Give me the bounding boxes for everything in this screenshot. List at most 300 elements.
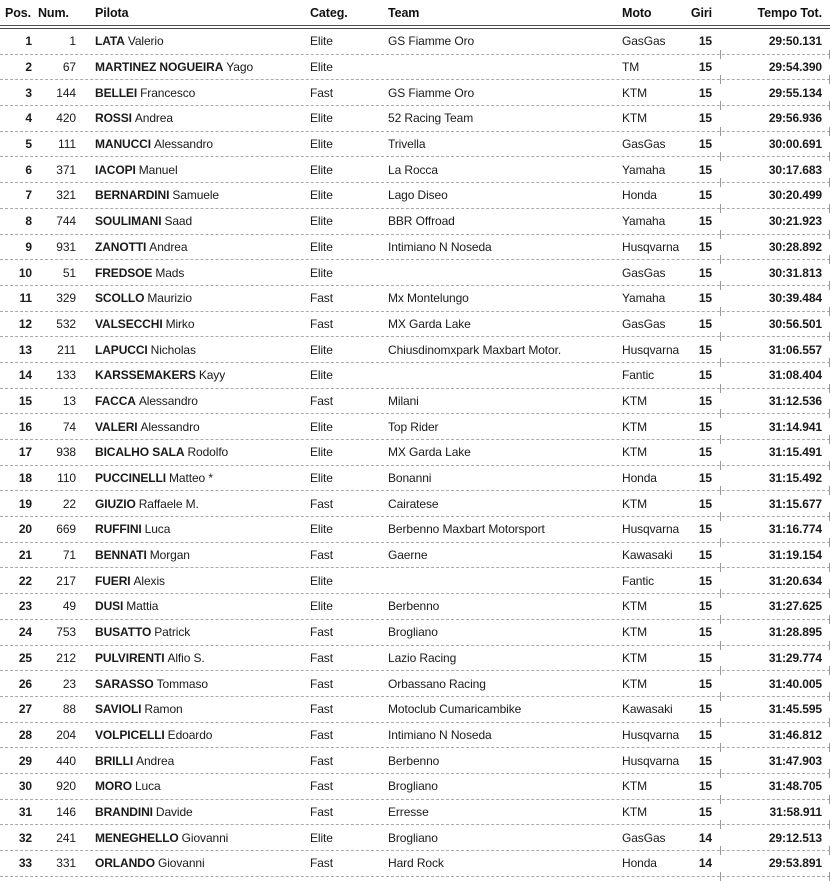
cell-giri: 15 (698, 804, 712, 819)
cell-team: Intimiano N Noseda (388, 727, 492, 742)
cell-giri: 15 (698, 291, 712, 306)
cell-team: Gaerne (388, 548, 428, 563)
cell-moto: KTM (622, 111, 648, 126)
cell-tempo: 30:21.923 (768, 214, 822, 229)
cell-categ: Elite (310, 239, 333, 254)
cell-num: 211 (57, 342, 76, 357)
cell-pos: 21 (18, 548, 32, 563)
cell-pilota (80, 240, 310, 254)
cell-tempo: 31:58.911 (769, 804, 822, 819)
cell-giri: 15 (698, 239, 712, 254)
cell-num: 71 (62, 548, 76, 563)
cell-categ: Fast (310, 727, 333, 742)
cell-pilota (80, 368, 310, 382)
rider-firstname: Andrea (149, 239, 188, 254)
cell-categ: Fast (310, 650, 333, 665)
cell-categ: Elite (310, 368, 333, 383)
cell-giri: 15 (698, 496, 712, 511)
cell-pos: 5 (25, 137, 32, 152)
cell-pilota (80, 497, 310, 511)
cell-categ: Fast (310, 676, 333, 691)
cell-giri: 15 (698, 316, 712, 331)
rider-firstname: Giovanni (181, 830, 229, 845)
cell-num: 22 (62, 496, 76, 511)
cell-categ: Fast (310, 393, 333, 408)
cell-pos: 26 (18, 676, 32, 691)
cell-pos: 9 (25, 239, 32, 254)
cell-num: 51 (62, 265, 76, 280)
rider-firstname: Edoardo (167, 727, 213, 742)
table-row (0, 825, 830, 851)
rider-surname: LATA (95, 34, 125, 49)
rider-firstname: Alfio S. (167, 650, 205, 665)
cell-tempo: 31:15.492 (768, 471, 822, 486)
cell-team: Hard Rock (388, 856, 444, 871)
cell-tempo: 29:54.390 (768, 60, 822, 75)
cell-moto: GasGas (622, 137, 666, 152)
cell-moto: Yamaha (622, 291, 666, 306)
cell-pilota (80, 420, 310, 434)
cell-giri: 14 (698, 856, 712, 871)
cell-moto: TM (622, 60, 640, 75)
header-tempo: Tempo Tot. (757, 5, 822, 20)
cell-categ: Elite (310, 265, 333, 280)
cell-num: 331 (56, 856, 76, 871)
rider-firstname: Kayy (198, 368, 226, 383)
rider-surname: MARTINEZ NOGUEIRA (95, 60, 224, 75)
cell-pos: 11 (19, 291, 32, 306)
cell-tempo: 31:20.634 (768, 573, 822, 588)
cell-pilota (80, 317, 310, 331)
cell-pilota (80, 651, 310, 665)
cell-pilota (80, 599, 310, 613)
table-row (0, 183, 830, 209)
cell-num: 329 (56, 291, 76, 306)
rider-surname: DUSI (95, 599, 124, 614)
rider-surname: MENEGHELLO (95, 830, 179, 845)
cell-tempo: 31:40.005 (768, 676, 822, 691)
cell-giri: 15 (698, 188, 712, 203)
header-team: Team (388, 5, 420, 20)
cell-giri: 15 (698, 34, 712, 49)
table-row (0, 568, 830, 594)
cell-pos: 6 (25, 162, 32, 177)
cell-pilota (80, 574, 310, 588)
rider-surname: BENNATI (95, 548, 147, 563)
cell-giri: 15 (698, 445, 712, 460)
cell-team: 52 Racing Team (388, 111, 474, 126)
cell-team: Top Rider (388, 419, 439, 434)
cell-giri: 15 (698, 137, 712, 152)
rider-firstname: Manuel (138, 162, 178, 177)
cell-team: Orbassano Racing (388, 676, 486, 691)
cell-pos: 1 (25, 34, 32, 49)
table-row (0, 620, 830, 646)
rider-firstname: Alessandro (153, 137, 214, 152)
cell-tempo: 30:39.484 (768, 291, 822, 306)
rider-surname: FUERI (95, 573, 131, 588)
cell-tempo: 31:45.595 (768, 702, 822, 717)
cell-num: 67 (62, 60, 76, 75)
table-row (0, 517, 830, 543)
cell-tempo: 30:00.691 (768, 137, 822, 152)
cell-team: Erresse (388, 804, 429, 819)
cell-num: 241 (56, 830, 76, 845)
cell-num: 532 (56, 316, 76, 331)
cell-tempo: 31:06.557 (768, 342, 822, 357)
rider-firstname: Francesco (140, 85, 196, 100)
table-row (0, 235, 830, 261)
cell-pos: 28 (18, 727, 32, 742)
cell-tempo: 31:28.895 (768, 625, 822, 640)
table-row (0, 106, 830, 132)
cell-giri: 15 (698, 214, 712, 229)
table-row (0, 543, 830, 569)
cell-moto: KTM (622, 804, 648, 819)
table-row (0, 697, 830, 723)
cell-num: 110 (57, 471, 76, 486)
rider-surname: BUSATTO (95, 625, 152, 640)
cell-team: GS Fiamme Oro (388, 85, 475, 100)
table-row (0, 594, 830, 620)
cell-moto: KTM (622, 85, 648, 100)
cell-pilota (80, 394, 310, 408)
table-row (0, 723, 830, 749)
cell-num: 669 (56, 522, 76, 537)
cell-moto: Husqvarna (622, 753, 680, 768)
cell-giri: 15 (698, 522, 712, 537)
table-row (0, 157, 830, 183)
cell-tempo: 29:50.131 (768, 34, 822, 49)
rider-surname: PULVIRENTI (95, 650, 165, 665)
cell-pilota (80, 754, 310, 768)
cell-moto: Husqvarna (622, 239, 680, 254)
cell-pos: 8 (25, 214, 32, 229)
rider-firstname: Samuele (172, 188, 220, 203)
cell-num: 217 (56, 573, 76, 588)
cell-tempo: 31:14.941 (768, 419, 822, 434)
cell-moto: Honda (622, 856, 657, 871)
cell-pos: 32 (18, 830, 32, 845)
cell-categ: Fast (310, 85, 333, 100)
cell-num: 440 (56, 753, 76, 768)
cell-categ: Fast (310, 779, 333, 794)
cell-team: Berbenno (388, 599, 440, 614)
cell-moto: KTM (622, 599, 648, 614)
cell-team: Mx Montelungo (388, 291, 469, 306)
cell-categ: Elite (310, 137, 333, 152)
cell-team: Motoclub Cumaricambike (388, 702, 522, 717)
cell-moto: Husqvarna (622, 727, 680, 742)
cell-pos: 15 (18, 393, 32, 408)
table-row (0, 800, 830, 826)
cell-pos: 7 (25, 188, 32, 203)
cell-pos: 31 (18, 804, 32, 819)
cell-pos: 20 (18, 522, 32, 537)
cell-num: 753 (56, 625, 76, 640)
cell-tempo: 30:17.683 (768, 162, 822, 177)
cell-giri: 15 (698, 85, 712, 100)
rider-surname: ZANOTTI (95, 239, 147, 254)
cell-moto: KTM (622, 650, 648, 665)
cell-tempo: 31:12.536 (768, 393, 822, 408)
cell-categ: Fast (310, 291, 333, 306)
cell-tempo: 31:16.774 (768, 522, 822, 537)
cell-tempo: 30:20.499 (768, 188, 822, 203)
cell-moto: Kawasaki (622, 548, 673, 563)
cell-team: Lago Diseo (388, 188, 448, 203)
rider-firstname: Saad (164, 214, 193, 229)
cell-giri: 15 (698, 676, 712, 691)
cell-categ: Fast (310, 856, 333, 871)
table-row (0, 440, 830, 466)
cell-pos: 19 (18, 496, 32, 511)
table-row (0, 337, 830, 363)
cell-pos: 29 (18, 753, 32, 768)
cell-pos: 17 (18, 445, 32, 460)
table-row (0, 260, 830, 286)
cell-pos: 13 (18, 342, 32, 357)
rider-surname: BELLEI (95, 85, 138, 100)
rider-firstname: Andrea (134, 111, 173, 126)
cell-num: 74 (62, 419, 76, 434)
cell-moto: Husqvarna (622, 342, 680, 357)
table-row (0, 491, 830, 517)
cell-num: 133 (56, 368, 76, 383)
cell-moto: Yamaha (622, 214, 666, 229)
cell-pilota (80, 702, 310, 716)
rider-surname: ORLANDO (95, 856, 155, 871)
cell-moto: KTM (622, 676, 648, 691)
cell-num: 146 (56, 804, 76, 819)
cell-tempo: 31:29.774 (768, 650, 822, 665)
table-row (0, 132, 830, 158)
rider-surname: SAVIOLI (95, 702, 142, 717)
cell-tempo: 31:19.154 (768, 548, 822, 563)
cell-pos: 10 (18, 265, 32, 280)
cell-pilota (80, 137, 310, 151)
cell-categ: Fast (310, 804, 333, 819)
cell-num: 204 (56, 727, 76, 742)
rider-firstname: Alessandro (140, 419, 200, 434)
cell-giri: 15 (698, 60, 712, 75)
cell-pos: 3 (25, 85, 32, 100)
header-giri: Giri (690, 5, 712, 20)
cell-team: GS Fiamme Oro (388, 34, 475, 49)
rider-surname: BRANDINI (95, 804, 153, 819)
table-row (0, 80, 830, 106)
table-row (0, 646, 830, 672)
table-row (0, 286, 830, 312)
cell-pilota (80, 779, 310, 793)
cell-pilota (80, 111, 310, 125)
cell-num: 1 (69, 34, 76, 49)
cell-categ: Fast (310, 496, 333, 511)
cell-giri: 15 (698, 573, 712, 588)
cell-giri: 15 (698, 779, 712, 794)
cell-num: 938 (56, 445, 76, 460)
cell-giri: 15 (698, 599, 712, 614)
cell-categ: Elite (310, 471, 333, 486)
cell-categ: Elite (310, 188, 333, 203)
rider-surname: BERNARDINI (95, 188, 170, 203)
cell-tempo: 30:28.892 (768, 239, 822, 254)
cell-categ: Elite (310, 342, 333, 357)
rider-firstname: Raffaele M. (138, 496, 199, 511)
cell-moto: KTM (622, 445, 648, 460)
cell-num: 420 (56, 111, 76, 126)
cell-moto: KTM (622, 393, 648, 408)
cell-pos: 12 (18, 316, 32, 331)
rider-surname: SCOLLO (95, 291, 145, 306)
cell-team: Bonanni (388, 471, 432, 486)
cell-moto: Kawasaki (622, 702, 673, 717)
cell-num: 13 (62, 393, 76, 408)
cell-moto: GasGas (622, 265, 666, 280)
cell-categ: Fast (310, 702, 333, 717)
cell-categ: Elite (310, 522, 333, 537)
cell-moto: KTM (622, 419, 648, 434)
cell-moto: Fantic (622, 368, 655, 383)
cell-team: MX Garda Lake (388, 316, 471, 331)
rider-surname: FACCA (95, 393, 136, 408)
cell-pilota (80, 34, 310, 48)
cell-pilota (80, 805, 310, 819)
cell-team: Trivella (388, 137, 426, 152)
cell-pos: 23 (18, 599, 32, 614)
cell-categ: Elite (310, 111, 333, 126)
cell-pos: 24 (18, 625, 32, 640)
cell-num: 88 (62, 702, 76, 717)
cell-pos: 14 (18, 368, 32, 383)
cell-categ: Fast (310, 753, 333, 768)
cell-categ: Elite (310, 214, 333, 229)
cell-giri: 15 (698, 342, 712, 357)
header-categ: Categ. (310, 5, 348, 20)
header-pilota: Pilota (95, 5, 129, 20)
cell-moto: KTM (622, 779, 648, 794)
cell-team: Chiusdinomxpark Maxbart Motor. (388, 342, 562, 357)
cell-giri: 15 (698, 727, 712, 742)
cell-tempo: 29:12.513 (768, 830, 822, 845)
cell-pilota (80, 677, 310, 691)
rider-surname: SOULIMANI (95, 214, 162, 229)
rider-surname: VOLPICELLI (95, 727, 165, 742)
cell-categ: Elite (310, 34, 333, 49)
rider-firstname: Rodolfo (187, 445, 229, 460)
rider-firstname: Luca (134, 779, 161, 794)
cell-pilota (80, 266, 310, 280)
rider-surname: RUFFINI (95, 522, 142, 537)
cell-team: Brogliano (388, 830, 438, 845)
cell-tempo: 31:48.705 (768, 779, 822, 794)
cell-tempo: 31:47.903 (768, 753, 822, 768)
cell-num: 321 (56, 188, 76, 203)
rider-firstname: Mirko (165, 316, 195, 331)
cell-giri: 15 (698, 368, 712, 383)
cell-giri: 15 (698, 419, 712, 434)
cell-team: Brogliano (388, 779, 438, 794)
rider-surname: MANUCCI (95, 137, 151, 152)
cell-categ: Elite (310, 599, 333, 614)
rider-firstname: Alessandro (138, 393, 198, 408)
cell-team: Cairatese (388, 496, 439, 511)
cell-giri: 15 (698, 265, 712, 280)
table-row (0, 55, 830, 81)
cell-pos: 25 (18, 650, 32, 665)
cell-team: Intimiano N Noseda (388, 239, 492, 254)
cell-giri: 14 (698, 830, 712, 845)
cell-pilota (80, 60, 310, 74)
cell-team: Milani (388, 393, 419, 408)
rider-firstname: Luca (144, 522, 171, 537)
header-num: Num. (38, 5, 69, 20)
rider-firstname: Maurizio (147, 291, 192, 306)
cell-tempo: 31:08.404 (768, 368, 822, 383)
rider-surname: ROSSI (95, 111, 132, 126)
rider-surname: KARSSEMAKERS (95, 368, 196, 383)
cell-giri: 15 (698, 471, 712, 486)
rider-firstname: Ramon (144, 702, 183, 717)
cell-pilota (80, 445, 310, 459)
rider-surname: GIUZIO (95, 496, 136, 511)
rider-surname: SARASSO (95, 676, 154, 691)
cell-num: 111 (58, 137, 76, 152)
rider-surname: VALSECCHI (95, 316, 163, 331)
cell-categ: Fast (310, 548, 333, 563)
cell-pos: 16 (18, 419, 32, 434)
cell-pilota (80, 856, 310, 870)
rider-firstname: Mads (155, 265, 185, 280)
cell-moto: GasGas (622, 316, 666, 331)
rider-firstname: Giovanni (157, 856, 205, 871)
cell-pilota (80, 291, 310, 305)
rider-surname: PUCCINELLI (95, 471, 167, 486)
rider-firstname: Mattia (126, 599, 159, 614)
cell-pilota (80, 522, 310, 536)
rider-firstname: Alexis (133, 573, 165, 588)
cell-team: MX Garda Lake (388, 445, 471, 460)
rider-firstname: Andrea (136, 753, 175, 768)
cell-num: 920 (56, 779, 76, 794)
cell-num: 49 (62, 599, 76, 614)
rider-surname: BICALHO SALA (95, 445, 185, 460)
table-header-row (0, 0, 830, 29)
cell-giri: 15 (698, 548, 712, 563)
cell-moto: KTM (622, 496, 648, 511)
rider-firstname: Matteo * (169, 471, 213, 486)
rider-surname: LAPUCCI (95, 342, 148, 357)
table-row (0, 851, 830, 877)
cell-giri: 15 (698, 393, 712, 408)
cell-moto: Honda (622, 471, 657, 486)
cell-giri: 15 (698, 753, 712, 768)
cell-pos: 22 (18, 573, 32, 588)
cell-num: 371 (56, 162, 76, 177)
cell-tempo: 31:27.625 (768, 599, 822, 614)
cell-categ: Elite (310, 162, 333, 177)
cell-pos: 18 (18, 471, 32, 486)
table-body (0, 29, 830, 877)
cell-categ: Elite (310, 419, 333, 434)
rider-surname: VALERI (95, 419, 138, 434)
cell-pilota (80, 214, 310, 228)
cell-moto: Honda (622, 188, 657, 203)
table-row (0, 29, 830, 55)
cell-pos: 30 (18, 779, 32, 794)
cell-moto: GasGas (622, 34, 666, 49)
cell-categ: Elite (310, 573, 333, 588)
